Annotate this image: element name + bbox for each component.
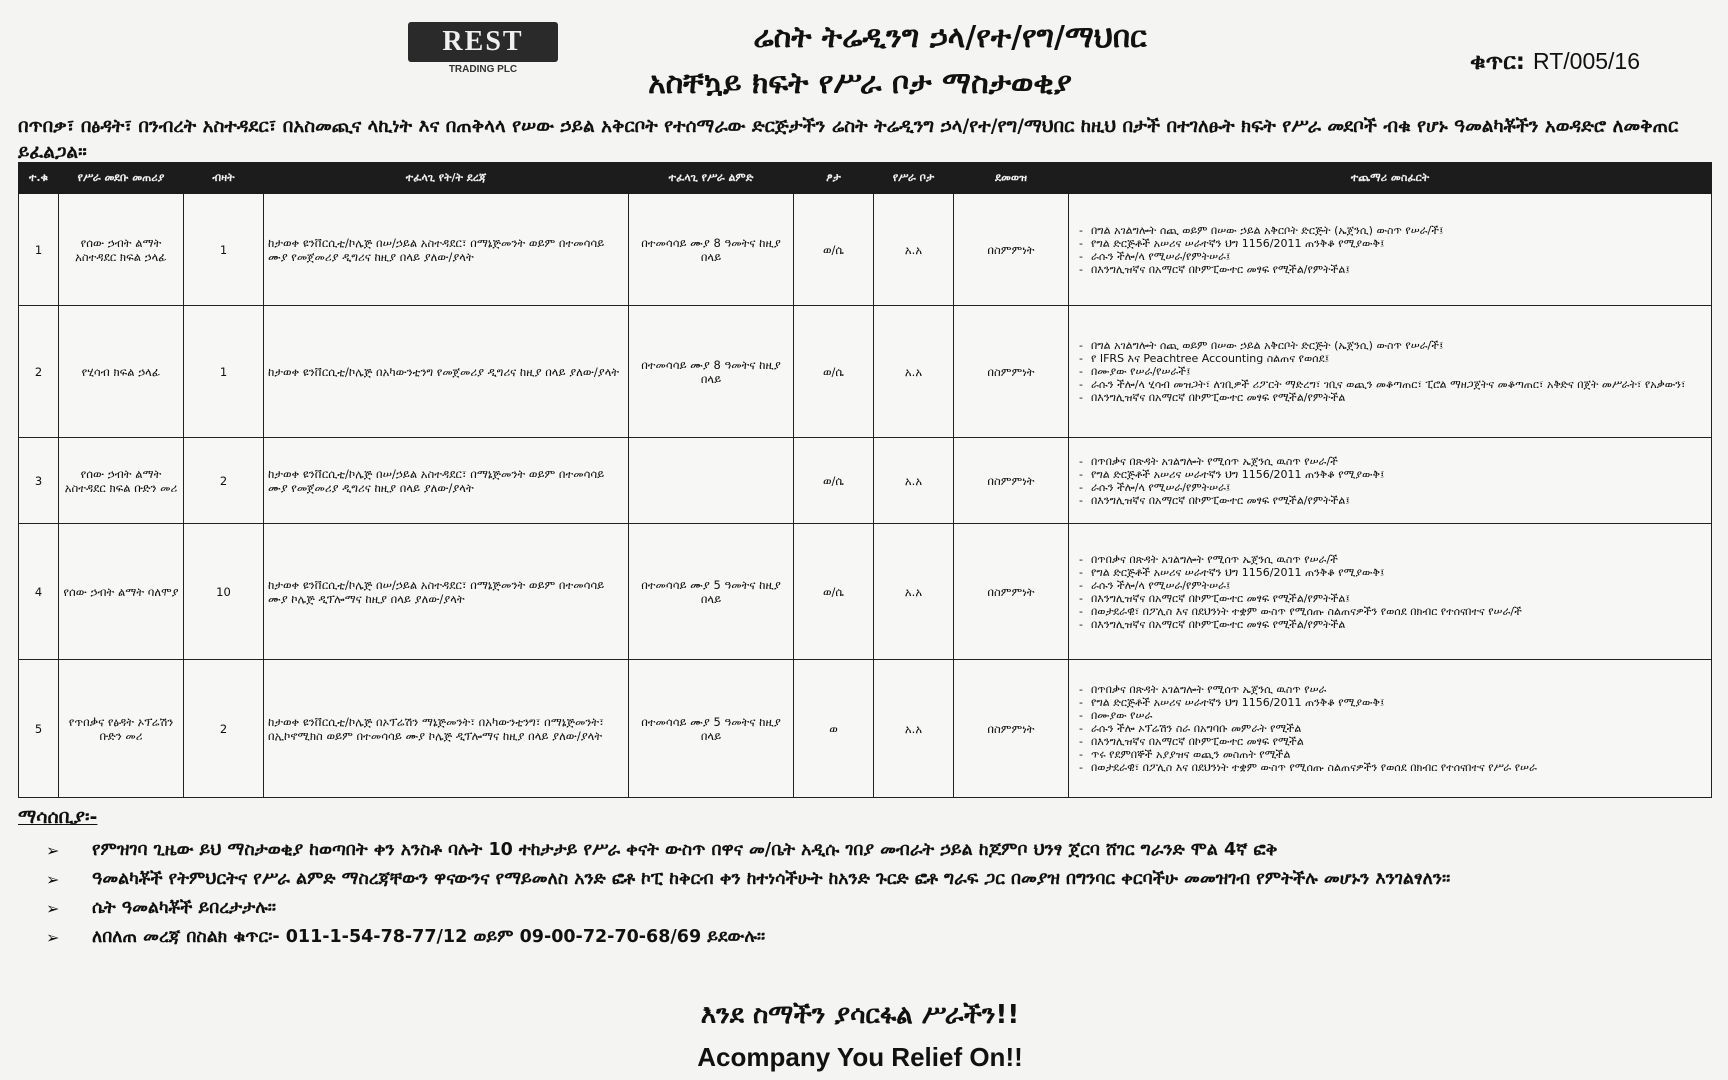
- cell-education: ከታወቀ ዩንቨርሲቲ/ኮሌጅ በሠ/ኃይል አስተዳደር፣ በማኔጅመንት ወይም በተመሳሳይ ሙያ የመጀመሪያ ዲግሪና ከዚያ በላይ ያለው/ያላት: [264, 438, 629, 524]
- requirements-list: [1073, 455, 1707, 507]
- cell-quantity: 2: [184, 660, 264, 798]
- header-education: ተፈላጊ የት/ት ደረጃ: [264, 163, 629, 194]
- note-text: ዓመልካቾች የትምህርትና የሥራ ልምድ ማስረጃቸውን ዋናውንና የማይመለስ አንድ ፎቶ ኮፒ ከቅርብ ቀን ከተነሳችሁት ከአንድ ጉርድ ፎቶ ግራፍ ጋር በመያዝ በግንባር ቀርባችሁ መመዝገብ የምትችሉ መሆኑን እንገልፃለን፡፡: [92, 869, 1451, 889]
- requirement-item: - በወታደራዊ፣ በፖሊስ እና በደህንነት ተቋም ውስጥ የሚሰጡ ስልጠናዎችን የወሰደ በክብር የተሰናበተና የሠራ/ች: [1091, 605, 1707, 618]
- requirement-item: - የግል ድርጅቶች አሠሪና ሠራተኛን ህግ 1156/2011 ጠንቅቆ የሚያውቅ፤: [1091, 696, 1707, 709]
- requirement-item: - በጥበቃና በጽዳት አገልግሎት የሚሰጥ ኤጀንሲ ዉስጥ የሠራ: [1091, 683, 1707, 696]
- table-row: [19, 524, 1712, 660]
- cell-education: ከታወቀ ዩንቨርሲቲ/ኮሌጅ በአካውንቲንግ የመጀመሪያ ዲግሪና ከዚያ በላይ ያለው/ያላት: [264, 306, 629, 438]
- cell-experience: በተመሳሳይ ሙያ 5 ዓመትና ከዚያ በላይ: [629, 524, 794, 660]
- bullet-arrow-icon: ➢: [46, 928, 60, 947]
- note-text: ለበለጠ መረጃ በስልክ ቁጥር፡- 011-1-54-78-77/12 ወይም 09-00-72-70-68/69 ይደውሉ፡፡: [92, 927, 766, 947]
- company-name-title: ሬስት ትሬዲንግ ኃላ/የተ/የግ/ማህበር: [753, 20, 1147, 55]
- cell-salary: በስምምነት: [954, 660, 1069, 798]
- cell-requirements: [1069, 524, 1712, 660]
- cell-experience: [629, 438, 794, 524]
- requirements-list: [1073, 683, 1707, 774]
- cell-quantity: 10: [184, 524, 264, 660]
- note-item: [46, 838, 1686, 863]
- cell-sex: ወ/ሴ: [794, 438, 874, 524]
- header-place: የሥራ ቦታ: [874, 163, 954, 194]
- cell-quantity: 1: [184, 194, 264, 306]
- cell-education: ከታወቀ ዩንቨርሲቲ/ኮሌጅ በኦፕሬሽን ማኔጅመንት፣ በአካውንቲንግ፣ በማኔጅመንት፣ በኢኮኖሚክስ ወይም በተመሳሳይ ሙያ ኮሌጅ ዲፕሎማና ከዚያ በላይ ያለው/ያላት: [264, 660, 629, 798]
- requirement-item: - በእንግሊዝኛና በአማርኛ በኮምፒውተር መፃፍ የሚችል: [1091, 735, 1707, 748]
- bullet-arrow-icon: ➢: [46, 870, 60, 889]
- cell-place: አ.አ: [874, 524, 954, 660]
- requirements-list: [1073, 339, 1707, 404]
- cell-no: 4: [19, 524, 59, 660]
- requirement-item: - የግል ድርጅቶች አሠሪና ሠራተኛን ህግ 1156/2011 ጠንቅቆ የሚያውቅ፤: [1091, 237, 1707, 250]
- requirement-item: - የግል ድርጅቶች አሠሪና ሠራተኛን ህግ 1156/2011 ጠንቅቆ የሚያውቅ፤: [1091, 468, 1707, 481]
- note-text: ሴት ዓመልካቾች ይበረታታሉ፡፡: [92, 898, 277, 918]
- cell-quantity: 1: [184, 306, 264, 438]
- slogan-amharic: እንደ ስማችን ያሳርፋል ሥራችን!!: [700, 1000, 1020, 1030]
- cell-experience: በተመሳሳይ ሙያ 5 ዓመትና ከዚያ በላይ: [629, 660, 794, 798]
- company-logo: [408, 22, 558, 62]
- requirement-item: - በእንግሊዝኛና በአማርኛ በኮምፒውተር መፃፍ የሚችል/የምትችል: [1091, 618, 1707, 631]
- cell-education: ከታወቀ ዩንቨርሲቲ/ኮሌጅ በሠ/ኃይል አስተዳደር፣ በማኔጅመንት ወይም በተመሳሳይ ሙያ የመጀመሪያ ዲግሪና ከዚያ በላይ ያለው/ያላት: [264, 194, 629, 306]
- header-requirements: ተጨማሪ መስፈርት: [1069, 163, 1712, 194]
- cell-requirements: [1069, 306, 1712, 438]
- cell-sex: ወ/ሴ: [794, 306, 874, 438]
- cell-education: ከታወቀ ዩንቨርሲቲ/ኮሌጅ በሠ/ኃይል አስተዳደር፣ በማኔጅመንት ወይም በተመሳሳይ ሙያ ኮሌጅ ዲፕሎማና ከዚያ በላይ ያለው/ያላት: [264, 524, 629, 660]
- cell-no: 5: [19, 660, 59, 798]
- requirement-item: - የ IFRS እና Peachtree Accounting ስልጠና የወሰደ፤: [1091, 352, 1707, 365]
- note-text: የምዝገባ ጊዜው ይህ ማስታወቂያ ከወጣበት ቀን አንስቶ ባሉት 10 ተከታታይ የሥራ ቀናት ውስጥ በዋና መ/ቤት አዲሱ ገበያ መብራት ኃይል ከጆምቦ ህንፃ ጀርባ ሸገር ግራንድ ሞል 4ኛ ፎቅ: [92, 840, 1278, 860]
- requirement-item: - በሙያው የሠራ: [1091, 709, 1707, 722]
- reference-value: RT/005/16: [1533, 48, 1640, 74]
- cell-place: አ.አ: [874, 660, 954, 798]
- cell-no: 1: [19, 194, 59, 306]
- slogan-english: Acompany You Relief On!!: [697, 1042, 1023, 1072]
- intro-paragraph: በጥበቃ፣ በፅዳት፣ በንብረት አስተዳደር፣ በአስመጪና ላኪነት እና በጠቅላላ የሠው ኃይል አቅርቦት የተሰማራው ድርጅታችን ሬስት ትሬዲንግ ኃላ/የተ/የግ/ማህበር ከዚህ በታች በተገለፁት ክፍት የሥራ መደቦች ብቁ የሆኑ ዓመልካቾችን አወዳድሮ ለመቅጠር ይፈልጋል።: [18, 116, 1679, 163]
- table-header-row: [19, 163, 1712, 194]
- cell-salary: በስምምነት: [954, 306, 1069, 438]
- requirement-item: - በግል አገልግሎት ሰጪ ወይም በሠው ኃይል አቅርቦት ድርጅት (ኤጀንሲ) ውስጥ የሠራ/ች፤: [1091, 339, 1707, 352]
- header-qty: ብዛት: [184, 163, 264, 194]
- table-row: [19, 194, 1712, 306]
- requirements-list: [1073, 553, 1707, 631]
- cell-place: አ.አ: [874, 306, 954, 438]
- cell-sex: ወ/ሴ: [794, 524, 874, 660]
- cell-position-title: የጥበቃና የፅዳት ኦፕሬሽን ቡድን መሪ: [59, 660, 184, 798]
- vacancy-table: [18, 162, 1712, 798]
- logo-text: REST: [442, 26, 524, 57]
- logo-subtext: TRADING PLC: [448, 64, 518, 75]
- requirement-item: - ራሱን ችሎ/ላ ሂሳብ መዝጋት፣ ለገቢዎች ሪፖርት ማድረግ፣ ገቢና ወጪን መቆጣጠር፣ ፒሮል ማዘጋጀትና መቆጣጠር፣ አቅድና በጀት መሥራት፣ የአቃውን፣: [1091, 378, 1707, 391]
- requirements-list: [1073, 224, 1707, 276]
- requirement-item: - በእንግሊዝኛና በአማርኛ በኮምፒውተር መፃፍ የሚችል/የምትችል፤: [1091, 494, 1707, 507]
- cell-salary: በስምምነት: [954, 194, 1069, 306]
- cell-sex: ወ/ሴ: [794, 194, 874, 306]
- cell-place: አ.አ: [874, 194, 954, 306]
- header-title: የሥራ መደቡ መጠሪያ: [59, 163, 184, 194]
- requirement-item: - በሙያው የሠራ/የሠራች፤: [1091, 365, 1707, 378]
- requirement-item: - በጥበቃና በጽዳት አገልግሎት የሚሰጥ ኤጀንሲ ዉስጥ የሠራ/ች: [1091, 553, 1707, 566]
- table-row: [19, 306, 1712, 438]
- cell-experience: በተመሳሳይ ሙያ 8 ዓመትና ከዚያ በላይ: [629, 306, 794, 438]
- cell-sex: ወ: [794, 660, 874, 798]
- requirement-item: - ራሱን ችሎ/ላ የሚሠራ/የምትሠራ፤: [1091, 250, 1707, 263]
- cell-position-title: የሂሳብ ክፍል ኃላፊ: [59, 306, 184, 438]
- requirement-item: - በጥበቃና በጽዳት አገልግሎት የሚሰጥ ኤጀንሲ ዉስጥ የሠራ/ች: [1091, 455, 1707, 468]
- announcement-title: አስቸኳይ ክፍት የሥራ ቦታ ማስታወቂያ: [648, 66, 1072, 101]
- requirement-item: - በእንግሊዝኛና በአማርኛ በኮምፒውተር መፃፍ የሚችል/የምትችል: [1091, 391, 1707, 404]
- cell-quantity: 2: [184, 438, 264, 524]
- cell-position-title: የሰው ኃብት ልማት አስተዳደር ክፍል ኃላፊ: [59, 194, 184, 306]
- header-salary: ደመወዝ: [954, 163, 1069, 194]
- cell-experience: በተመሳሳይ ሙያ 8 ዓመትና ከዚያ በላይ: [629, 194, 794, 306]
- cell-requirements: [1069, 660, 1712, 798]
- requirement-item: - በእንግሊዝኛና በአማርኛ በኮምፒውተር መፃፍ የሚችል/የምትችል፤: [1091, 592, 1707, 605]
- note-item: [46, 867, 1686, 892]
- note-item: [46, 896, 1686, 921]
- notes-heading: ማሳሰቢያ፡-: [18, 806, 98, 828]
- cell-requirements: [1069, 438, 1712, 524]
- reference-number: [1340, 48, 1640, 75]
- cell-position-title: የሰው ኃብት ልማት አስተዳደር ክፍል ቡድን መሪ: [59, 438, 184, 524]
- bullet-arrow-icon: ➢: [46, 899, 60, 918]
- note-item: [46, 925, 1686, 950]
- cell-position-title: የሰው ኃብት ልማት ባለሞያ: [59, 524, 184, 660]
- bullet-arrow-icon: ➢: [46, 841, 60, 860]
- table-row: [19, 438, 1712, 524]
- header-sex: ፆታ: [794, 163, 874, 194]
- header-experience: ተፈላጊ የሥራ ልምድ: [629, 163, 794, 194]
- vacancy-table-body: [19, 194, 1712, 798]
- cell-no: 3: [19, 438, 59, 524]
- header-no: ተ.ቁ: [19, 163, 59, 194]
- cell-no: 2: [19, 306, 59, 438]
- requirement-item: - በግል አገልግሎት ሰጪ ወይም በሠው ኃይል አቅርቦት ድርጅት (ኤጀንሲ) ውስጥ የሠራ/ች፤: [1091, 224, 1707, 237]
- notes-list: [46, 838, 1686, 954]
- requirement-item: - በወታደራዊ፣ በፖሊስ እና በደህንነት ተቋም ውስጥ የሚሰጡ ስልጠናዎችን የወሰደ በክብር የተሰናበተና የሥራ የሠራ: [1091, 761, 1707, 774]
- reference-label: ቁጥር:: [1469, 49, 1525, 75]
- table-row: [19, 660, 1712, 798]
- cell-salary: በስምምነት: [954, 438, 1069, 524]
- requirement-item: - የግል ድርጅቶች አሠሪና ሠራተኛን ህግ 1156/2011 ጠንቅቆ የሚያውቅ፤: [1091, 566, 1707, 579]
- requirement-item: - ራሱን ችሎ ኦፕሬሽን ስራ በአግባቡ መምራት የሚችል: [1091, 722, 1707, 735]
- requirement-item: - በእንግሊዝኛና በአማርኛ በኮምፒውተር መፃፍ የሚችል/የምትችል፤: [1091, 263, 1707, 276]
- cell-salary: በስምምነት: [954, 524, 1069, 660]
- requirement-item: - ጥሩ የደምበኞች አያያዝና ወጪን መስጠት የሚችል: [1091, 748, 1707, 761]
- requirement-item: - ራሱን ችሎ/ላ የሚሠራ/የምትሠራ፤: [1091, 481, 1707, 494]
- cell-requirements: [1069, 194, 1712, 306]
- cell-place: አ.አ: [874, 438, 954, 524]
- requirement-item: - ራሱን ችሎ/ላ የሚሠራ/የምትሠራ፤: [1091, 579, 1707, 592]
